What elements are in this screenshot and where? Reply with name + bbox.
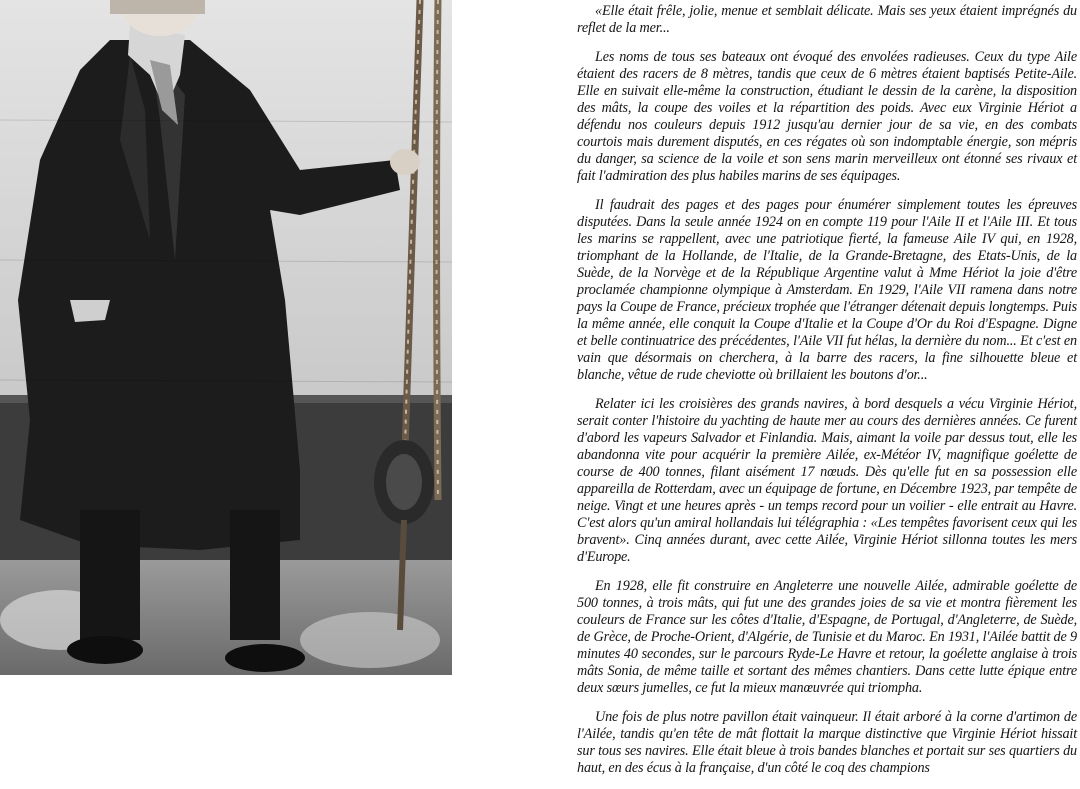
woman-on-deck-illustration xyxy=(0,0,452,675)
paragraph-new-ailee: En 1928, elle fit construire en Angleterre une nouvelle Ailée, admirable goélette de 500 tonnes, à trois mâts, qui fut une des grandes joies de sa vie et montra fièrement les couleurs de France sur les côtes d'Italie, d'Espagne, de Portugal, d'Angleterre, de Suède, de Grèce, de Proche-Orient, d'Algérie, de Tunisie et du Maroc. En 1931, l'Ailée battit de 9 minutes 40 secondes, sur le parcours Ryde-Le Havre et retour, la goélette anglaise à trois mâts Sonia, de même taille et sortant des mêmes chantiers. Dans cette lutte épique entre deux sœurs jumelles, ce fut la mieux manœuvrée qui triompha. xyxy=(577,578,1077,696)
paragraph-boats: Les noms de tous ses bateaux ont évoqué des envolées radieuses. Ceux du type Aile étaient des racers de 8 mètres, tandis que ceux de 6 mètres étaient baptisés Petite-Aile. Elle en suivait elle-même la construction, étudiant le dessin de la carène, la disposition des mâts, la coupe des voiles et la répartition des poids. Avec eux Virginie Hériot a défendu nos couleurs depuis 1912 jusqu'au dernier jour de sa vie, en des combats courtois mais durement disputés, en ces régates où son indomptable énergie, son mépris du danger, sa science de la voile et son sens marin merveilleux ont étonné ses rivaux et fait l'admiration des plus habiles marins de ses équipages. xyxy=(577,49,1077,184)
article-text xyxy=(577,3,1077,789)
paragraph-races: Il faudrait des pages et des pages pour énumérer simplement toutes les épreuves disputées. Dans la seule année 1924 on en compte 119 pour l'Aile II et l'Aile III. Et tous les marins se rappellent, avec une patriotique fierté, la fameuse Aile IV qui, en 1928, triomphant de la Hollande, de l'Italie, de la Grande-Bretagne, des Etats-Unis, de la Suède, de la Norvège et de la République Argentine valut à Mme Hériot la joie d'être proclamée championne olympique à Amsterdam. En 1929, l'Aile VII ramena dans notre pays la Coupe de France, précieux trophée que l'étranger détenait depuis longtemps. Puis la même année, elle conquit la Coupe d'Italie et la Coupe d'Or du Roi d'Espagne. Digne et belle continuatrice des précédentes, l'Aile VII fut hélas, la dernière du nom... Et c'est en vain que désormais on cherchera, à la barre des racers, la fine silhouette bleue et blanche, vêtue de rude cheviotte où brillaient les boutons d'or... xyxy=(577,197,1077,383)
paragraph-flag: Une fois de plus notre pavillon était vainqueur. Il était arboré à la corne d'artimon de l'Ailée, tandis qu'en tête de mât flottait la marque distinctive que Virginie Hériot hissait sur tous ses navires. Elle était bleue à trois bandes blanches et portait sur ses quartiers du haut, en des écus à la française, d'un côté le coq des champions xyxy=(577,709,1077,776)
portrait-photo xyxy=(0,0,452,675)
paragraph-quote: «Elle était frêle, jolie, menue et semblait délicate. Mais ses yeux étaient imprégnés du reflet de la mer... xyxy=(577,3,1077,36)
paragraph-cruises: Relater ici les croisières des grands navires, à bord desquels a vécu Virginie Hériot, serait conter l'histoire du yachting de haute mer au cours des dernières années. Ce furent d'abord les vapeurs Salvador et Finlandia. Mais, aimant la voile par dessus tout, elle les abandonna vite pour acquérir la première Ailée, ex-Météor IV, magnifique goélette de course de 400 tonnes, filant aisément 17 nœuds. Dès qu'elle fut en sa possession elle appareilla de Rotterdam, avec un équipage de fortune, en Décembre 1923, par tempête de neige. Vingt et une heures après - un temps record pour un voilier - elle entrait au Havre. C'est alors qu'un amiral hollandais lui télégraphia : «Les tempêtes favorisent ceux qui les bravent». Cinq années durant, avec cette Ailée, Virginie Hériot sillonna toutes les mers d'Europe. xyxy=(577,396,1077,565)
